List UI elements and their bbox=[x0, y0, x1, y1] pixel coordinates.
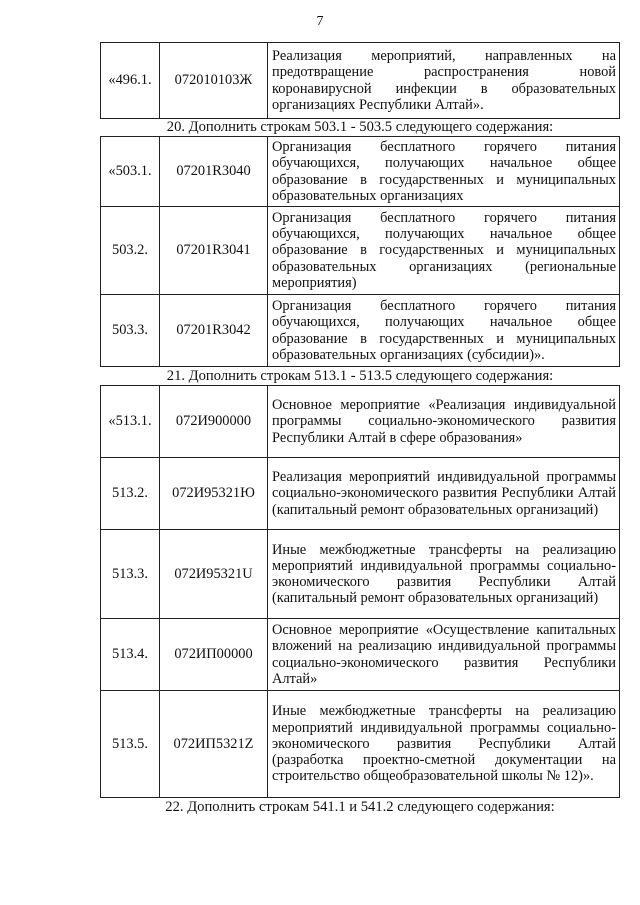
table-row bbox=[101, 530, 620, 619]
page-number: 7 bbox=[316, 14, 324, 29]
row-description: Основное мероприятие «Осуществление капитальных вложений на реализацию индивидуальной программы социально-экономического развития Республики Алтай» bbox=[268, 619, 620, 691]
row-description: Основное мероприятие «Реализация индивидуальной программы социально-экономического развития Республики Алтай в сфере образования» bbox=[268, 386, 620, 458]
row-code: 072И95321Ю bbox=[160, 458, 268, 530]
row-number: «503.1. bbox=[101, 137, 160, 207]
classification-table-3 bbox=[100, 385, 620, 798]
classification-table-2 bbox=[100, 136, 620, 367]
table-row bbox=[101, 619, 620, 691]
table-section-513 bbox=[100, 385, 620, 798]
row-code: 072И95321U bbox=[160, 530, 268, 619]
row-code: 07201R3042 bbox=[160, 295, 268, 367]
paragraph-22: 22. Дополнить строкам 541.1 и 541.2 следующего содержания: bbox=[165, 799, 555, 815]
row-number: 503.2. bbox=[101, 207, 160, 295]
row-number: 513.2. bbox=[101, 458, 160, 530]
row-code: 072ИП5321Z bbox=[160, 691, 268, 798]
row-code: 072010103Ж bbox=[160, 43, 268, 119]
row-description: Иные межбюджетные трансферты на реализацию мероприятий индивидуальной программы социально-экономического развития Республики Алтай (разработка проектно-сметной документации на строительство общеобразовательной школы № 12)». bbox=[268, 691, 620, 798]
table-row bbox=[101, 691, 620, 798]
row-number: «496.1. bbox=[101, 43, 160, 119]
table-row bbox=[101, 295, 620, 367]
row-number: «513.1. bbox=[101, 386, 160, 458]
row-number: 513.4. bbox=[101, 619, 160, 691]
row-description: Организация бесплатного горячего питания обучающихся, получающих начальное общее образование в государственных и муниципальных образовательных организациях bbox=[268, 137, 620, 207]
row-description: Организация бесплатного горячего питания обучающихся, получающих начальное общее образование в государственных и муниципальных образовательных организациях (региональные мероприятия) bbox=[268, 207, 620, 295]
table-row bbox=[101, 207, 620, 295]
row-code: 072ИП00000 bbox=[160, 619, 268, 691]
row-code: 07201R3041 bbox=[160, 207, 268, 295]
table-row bbox=[101, 137, 620, 207]
classification-table-1 bbox=[100, 42, 620, 119]
table-row bbox=[101, 386, 620, 458]
row-code: 072И900000 bbox=[160, 386, 268, 458]
row-description: Организация бесплатного горячего питания обучающихся, получающих начальное общее образование в государственных и муниципальных образовательных организациях (субсидии)». bbox=[268, 295, 620, 367]
row-number: 513.3. bbox=[101, 530, 160, 619]
row-number: 513.5. bbox=[101, 691, 160, 798]
row-description: Реализация мероприятий индивидуальной программы социально-экономического развития Республики Алтай (капитальный ремонт образовательных организаций) bbox=[268, 458, 620, 530]
paragraph-21: 21. Дополнить строкам 513.1 - 513.5 следующего содержания: bbox=[166, 368, 554, 384]
paragraph-20: 20. Дополнить строкам 503.1 - 503.5 следующего содержания: bbox=[166, 119, 554, 135]
row-code: 07201R3040 bbox=[160, 137, 268, 207]
table-section-503 bbox=[100, 136, 620, 367]
table-row bbox=[101, 43, 620, 119]
table-row bbox=[101, 458, 620, 530]
row-description: Реализация мероприятий, направленных на предотвращение распространения новой коронавирусной инфекции в образовательных организациях Республики Алтай». bbox=[268, 43, 620, 119]
table-section-496 bbox=[100, 42, 620, 119]
row-description: Иные межбюджетные трансферты на реализацию мероприятий индивидуальной программы социально-экономического развития Республики Алтай (капитальный ремонт образовательных организаций) bbox=[268, 530, 620, 619]
row-number: 503.3. bbox=[101, 295, 160, 367]
